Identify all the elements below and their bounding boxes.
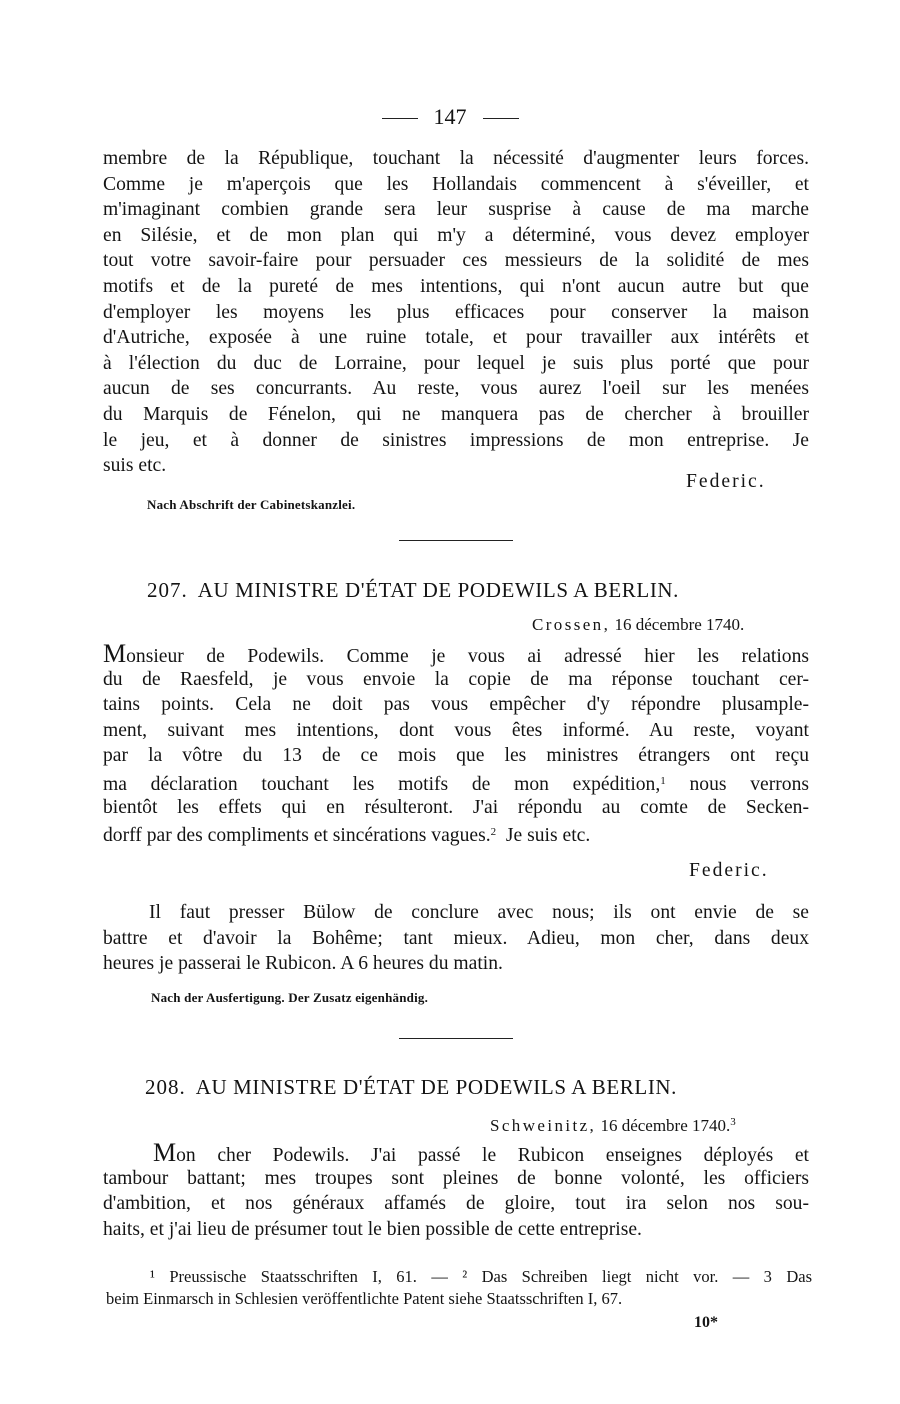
body-line: d'ambition, et nos généraux affamés de gloire, tout ira selon nos sou- bbox=[103, 1193, 809, 1215]
body-line: aucun de ses concurrants. Au reste, vous aurez l'oeil sur les menées bbox=[103, 378, 809, 400]
signature-207: Federic. bbox=[689, 860, 769, 881]
body-line: d'Autriche, exposée à une ruine totale, et pour travailler aux intérêts et bbox=[103, 327, 809, 349]
body-line-text: onsieur de Podewils. Comme je vous ai adressé hier les relations bbox=[126, 646, 809, 667]
body-line-text: on cher Podewils. J'ai passé le Rubicon enseignes déployés et bbox=[176, 1145, 809, 1166]
body-line: à l'élection du duc de Lorraine, pour lequel je suis plus porté que pour bbox=[103, 352, 809, 374]
section-divider bbox=[399, 1038, 513, 1039]
postscript-line: Il faut presser Bülow de conclure avec nous; ils ont envie de se bbox=[149, 902, 809, 923]
body-line: membre de la République, touchant la nécessité d'augmenter leurs forces. bbox=[103, 148, 809, 169]
letter-206-body bbox=[103, 146, 809, 479]
page-number-dash-right bbox=[483, 118, 519, 119]
letter-208-title: AU MINISTRE D'ÉTAT DE PODEWILS A BERLIN. bbox=[195, 1075, 678, 1099]
footnote-ref[interactable]: 1 bbox=[660, 774, 666, 787]
letter-207-date: 16 décembre 1740. bbox=[614, 615, 745, 634]
body-line: par la vôtre du 13 de ce mois que les ministres étrangers ont reçu bbox=[103, 745, 809, 767]
letter-207-heading bbox=[147, 577, 827, 603]
body-line bbox=[103, 820, 809, 846]
source-note-206: Nach Abschrift der Cabinetskanzlei. bbox=[147, 497, 356, 512]
initial-letter: M bbox=[153, 1138, 177, 1167]
source-note-207: Nach der Ausfertigung. Der Zusatz eigenhändig. bbox=[151, 990, 429, 1005]
section-divider bbox=[399, 540, 513, 541]
signature-206: Federic. bbox=[686, 471, 766, 492]
footnote-line: ¹ Preussische Staatsschriften I, 61. — ² Das Schreiben liegt nicht vor. — 3 Das bbox=[150, 1267, 812, 1286]
postscript-line: battre et d'avoir la Bohême; tant mieux. Adieu, mon cher, dans deux bbox=[103, 927, 809, 949]
body-line: en Silésie, et de mon plan qui m'y a déterminé, vous devez employer bbox=[103, 224, 809, 246]
body-line: m'imaginant combien grande sera leur susprise à cause de ma marche bbox=[103, 199, 809, 221]
letter-208-date: 16 décembre 1740. bbox=[600, 1116, 731, 1135]
letter-207-title: AU MINISTRE D'ÉTAT DE PODEWILS A BERLIN. bbox=[197, 578, 680, 602]
page-number bbox=[0, 104, 900, 130]
letter-207-dateline bbox=[532, 614, 744, 636]
footnote-ref[interactable]: 2 bbox=[490, 826, 497, 839]
body-line: ment, suivant mes intentions, dont vous êtes informé. Au reste, voyant bbox=[103, 719, 809, 741]
letter-208-body bbox=[103, 1140, 809, 1242]
body-line: motifs et de la pureté de mes intentions, qui n'ont aucun autre but que bbox=[103, 275, 809, 297]
body-line bbox=[103, 1140, 809, 1166]
body-line bbox=[103, 641, 809, 667]
body-line: tains points. Cela ne doit pas vous empêcher d'y répondre plusample- bbox=[103, 694, 809, 716]
footnotes bbox=[106, 1266, 812, 1310]
letter-208-number: 208. bbox=[145, 1075, 186, 1099]
body-line bbox=[103, 769, 809, 795]
body-line: d'employer les moyens les plus efficaces pour conserver la maison bbox=[103, 301, 809, 323]
body-line: Comme je m'aperçois que les Hollandais commencent à s'éveiller, et bbox=[103, 173, 809, 195]
body-line: tout votre savoir-faire pour persuader ces messieurs de la solidité de mes bbox=[103, 250, 809, 272]
letter-208-dateline bbox=[490, 1111, 736, 1137]
letter-207-place: Crossen, bbox=[532, 615, 611, 634]
body-line-text: nous verrons bbox=[689, 773, 809, 795]
letter-208-heading bbox=[145, 1074, 825, 1100]
body-line: du Marquis de Fénelon, qui ne manquera pas de chercher à brouiller bbox=[103, 403, 809, 425]
body-line: suis etc. bbox=[103, 455, 167, 477]
footnote-ref[interactable]: 3 bbox=[730, 1116, 736, 1128]
letter-207-postscript bbox=[103, 900, 809, 977]
body-line-text: Je suis etc. bbox=[505, 825, 591, 847]
initial-letter: M bbox=[103, 639, 127, 668]
body-line-text: ma déclaration touchant les motifs de mon expédition, bbox=[103, 773, 661, 795]
body-line: le jeu, et à donner de sinistres impressions de mon entreprise. Je bbox=[103, 429, 809, 451]
printer-signature-mark: 10* bbox=[694, 1314, 718, 1331]
postscript-line: heures je passerai le Rubicon. A 6 heures du matin. bbox=[103, 953, 503, 975]
footnote-line: beim Einmarsch in Schlesien veröffentlichte Patent siehe Staatsschriften I, 67. bbox=[106, 1289, 623, 1308]
body-line: bientôt les effets qui en résulteront. J'ai répondu au comte de Secken- bbox=[103, 796, 809, 818]
letter-208-place: Schweinitz, bbox=[490, 1116, 597, 1135]
body-line: haits, et j'ai lieu de présumer tout le bien possible de cette entreprise. bbox=[103, 1218, 642, 1240]
page-number-text: 147 bbox=[433, 104, 467, 129]
body-line-text: dorff par des compliments et sincérations vagues. bbox=[103, 825, 491, 847]
letter-207-number: 207. bbox=[147, 578, 188, 602]
body-line: du de Raesfeld, je vous envoie la copie de ma réponse touchant cer- bbox=[103, 668, 809, 690]
letter-207-body bbox=[103, 641, 809, 846]
page-number-dash-left bbox=[382, 118, 418, 119]
body-line: tambour battant; mes troupes sont pleines de bonne volonté, les officiers bbox=[103, 1167, 809, 1189]
